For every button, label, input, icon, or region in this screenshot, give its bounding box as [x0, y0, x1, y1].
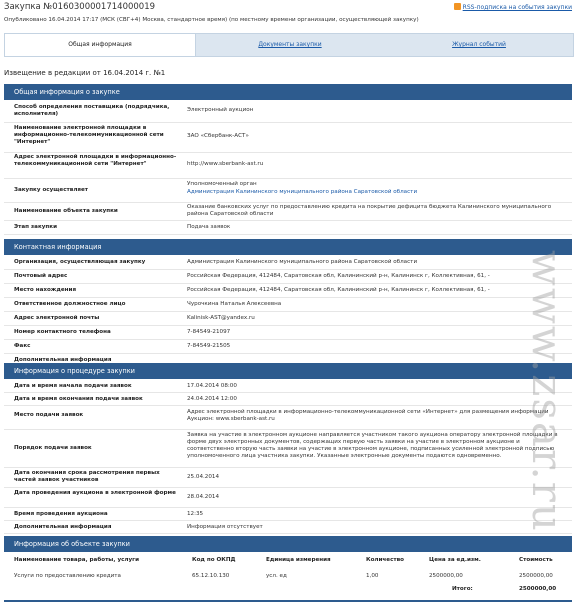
- field-label: Наименование электронной площадки в информационно-телекоммуникационной сети "Интернет": [14, 125, 164, 145]
- total-label: Итого:: [452, 586, 473, 592]
- section-title: Информация об объекте закупки: [4, 536, 572, 552]
- section-title: Общая информация о закупке: [4, 84, 572, 100]
- field-value: Российская Федерация, 412484, Саратовская обл, Калининский р-н, Калининск г, Коллективная, 61, -: [187, 287, 490, 293]
- table-row: [4, 487, 572, 508]
- field-value: http://www.sberbank-ast.ru: [187, 161, 264, 167]
- email-value: Kalinisk-AST@yandex.ru: [187, 315, 255, 321]
- field-label: Способ определения поставщика (подрядчика, исполнителя): [14, 104, 170, 117]
- field-label: Место нахождения: [14, 287, 77, 293]
- table-row: [4, 392, 572, 406]
- table-row: [4, 429, 572, 468]
- table-row: [4, 467, 572, 488]
- table-row: [4, 339, 572, 354]
- table-row: [4, 283, 572, 298]
- field-value: 12:35: [187, 511, 204, 517]
- field-label: Дата окончания срока рассмотрения первых частей заявок участников: [14, 470, 160, 483]
- column-header: Наименование товара, работы, услуги: [14, 557, 139, 563]
- watermark: [508, 250, 577, 600]
- column-header: Единица измерения: [266, 557, 331, 563]
- field-label: Номер контактного телефона: [14, 329, 111, 335]
- section-contact: [4, 239, 572, 363]
- section-general: [4, 84, 572, 230]
- page-title: Закупка №0160300001714000019: [4, 2, 156, 12]
- column-header: Цена за ед.изм.: [429, 557, 481, 563]
- fax-value: 7-84549-21505: [187, 343, 231, 349]
- table-row: [4, 269, 572, 284]
- table-cell: 2500000,00: [429, 573, 463, 579]
- field-label: Организация, осуществляющая закупку: [14, 259, 146, 265]
- field-label: Этап закупки: [14, 224, 57, 230]
- tab-general-info[interactable]: Общая информация: [5, 34, 196, 56]
- field-value: Уполномоченный орган: [187, 181, 257, 187]
- section-object: [4, 536, 572, 602]
- field-label: Место подачи заявок: [14, 412, 84, 418]
- field-label: Закупку осуществляет: [14, 187, 89, 193]
- rss-link[interactable]: [454, 3, 572, 11]
- field-value: Администрация Калининского муниципального района Саратовской области: [187, 259, 418, 265]
- table-row: [4, 325, 572, 340]
- table-row: [4, 520, 572, 534]
- field-value: 17.04.2014 08:00: [187, 383, 237, 389]
- table-row: [4, 405, 572, 430]
- table-row: [4, 507, 572, 521]
- phone-value: 7-84549-21097: [187, 329, 231, 335]
- field-label: Адрес электронной почты: [14, 315, 100, 321]
- field-label: Ответственное должностное лицо: [14, 301, 126, 307]
- table-row: [4, 311, 572, 326]
- published-info: Опубликовано 16.04.2014 17:17 (МСК (СВГ+4) Москва, стандартное время) (по местному времени организации, осуществляющей закупку): [4, 17, 419, 23]
- field-value: Чурочкина Наталья Алексеевна: [187, 301, 282, 307]
- field-value: Электронный аукцион: [187, 107, 254, 113]
- tab-event-log[interactable]: Журнал событий: [452, 41, 506, 48]
- table-row: [4, 122, 572, 153]
- field-label: Дата и время окончания подачи заявок: [14, 396, 143, 402]
- column-header: Код по ОКПД: [192, 557, 236, 563]
- field-label: Порядок подачи заявок: [14, 445, 92, 451]
- customer-link[interactable]: Администрация Калининского муниципального района Саратовской области: [187, 189, 418, 195]
- table-cell: усл. ед: [266, 573, 287, 579]
- field-value: ЗАО «Сбербанк-АСТ»: [187, 133, 249, 139]
- watermark-text: www.zsar.ru: [523, 250, 572, 533]
- table-row: [4, 220, 572, 235]
- table-row: [4, 152, 572, 179]
- field-value: Подача заявок: [187, 224, 231, 230]
- field-value: Адрес электронной площадки в информационно-телекоммуникационной сети «Интернет» для размещения информации Аукцион: www.sberbank-ast.ru: [187, 409, 549, 422]
- edition-heading: Извещение в редакции от 16.04.2014 г. №1: [4, 69, 166, 77]
- field-label: Наименование объекта закупки: [14, 208, 118, 214]
- total-value: 2500000,00: [519, 586, 557, 592]
- field-value: Информация отсутствует: [187, 524, 263, 530]
- table-cell: 1,00: [366, 573, 379, 579]
- field-label: Факс: [14, 343, 31, 349]
- field-label: Дополнительная информация: [14, 357, 112, 363]
- object-table: [4, 552, 572, 602]
- tab-bar: [4, 33, 574, 57]
- field-value: 24.04.2014 12:00: [187, 396, 237, 402]
- table-row: [4, 100, 572, 123]
- field-value: 25.04.2014: [187, 474, 220, 480]
- page-header: [4, 2, 574, 14]
- field-value: Оказание банковских услуг по предоставлению кредита на покрытие дефицита бюджета Калининского муниципального района Саратовской области: [187, 204, 552, 217]
- field-value: Российская Федерация, 412484, Саратовская обл, Калининский р-н, Калининск г, Коллективная, 61, -: [187, 273, 490, 279]
- rss-icon: [454, 3, 461, 10]
- tab-documents[interactable]: Документы закупки: [258, 41, 322, 48]
- field-label: Адрес электронной площадки в информационно-телекоммуникационной сети "Интернет": [14, 154, 177, 167]
- table-row: [4, 255, 572, 270]
- section-title: Контактная информация: [4, 239, 572, 255]
- rss-label: RSS-подписка на события закупки: [462, 4, 572, 11]
- field-label: Время проведения аукциона: [14, 511, 108, 517]
- table-row: [4, 297, 572, 312]
- table-cell: 2500000,00: [519, 573, 553, 579]
- field-label: Почтовый адрес: [14, 273, 68, 279]
- table-cell: Услуги по предоставлению кредита: [14, 573, 121, 579]
- table-row: [4, 379, 572, 393]
- field-value: Заявка на участие в электронном аукционе направляется участником такого аукциона оператору электронной площадки в форме двух электронных документов, содержащих первую часть заявки на участие в электронном аукционе и соответственно вторую часть заявки на участие в электронном аукционе, подписанных усиленной электронной подписью уполномоченного лица участника закупки. Указанные электронные документы подаются одновременно.: [187, 432, 558, 459]
- field-value: 28.04.2014: [187, 494, 220, 500]
- table-row: [4, 202, 572, 221]
- table-cell: 65.12.10.130: [192, 573, 230, 579]
- column-header: Количество: [366, 557, 405, 563]
- table-row: [4, 178, 572, 203]
- field-label: Дата и время начала подачи заявок: [14, 383, 132, 389]
- section-title: Информация о процедуре закупки: [4, 363, 572, 379]
- field-label: Дополнительная информация: [14, 524, 112, 530]
- column-header: Стоимость: [519, 557, 553, 563]
- field-label: Дата проведения аукциона в электронной форме: [14, 490, 176, 496]
